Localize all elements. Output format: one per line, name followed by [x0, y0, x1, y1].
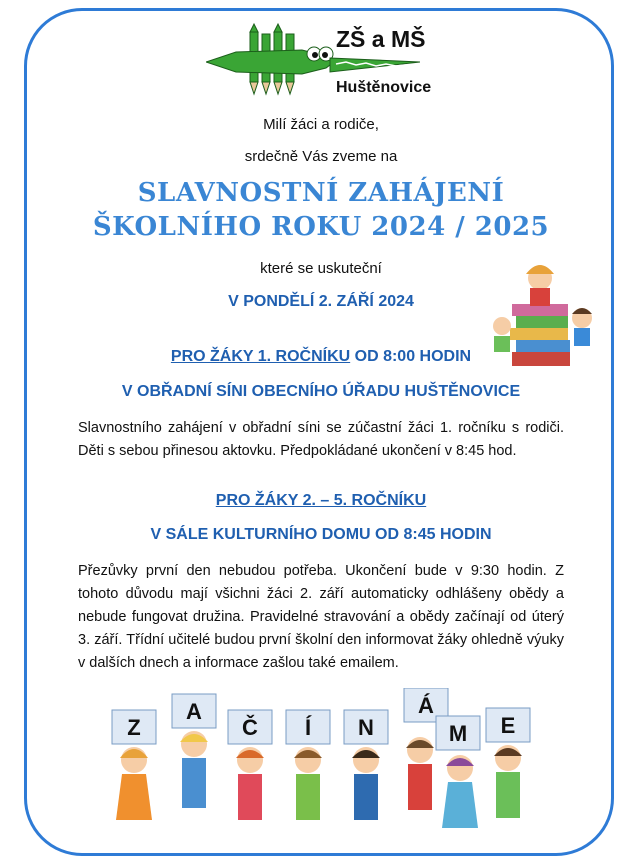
banner-letter-1: Z — [127, 715, 141, 740]
kids-letters-banner — [110, 688, 540, 848]
logo-subtitle: Huštěnovice — [336, 79, 432, 96]
section1-text: Slavnostního zahájení v obřadní síni se zúčastní žáci 1. ročníku s rodiči. Děti s sebou přinesou aktovku. Předpokládané ukončení v 8:45 hod. — [78, 420, 564, 459]
banner-letter-6: Á — [418, 693, 434, 718]
section2-place: V SÁLE KULTURNÍHO DOMU OD 8:45 HODIN — [150, 526, 492, 543]
section1-heading-underlined: PRO ŽÁKY 1. ROČNÍKU — [170, 348, 351, 365]
banner-letter-8: E — [500, 713, 516, 738]
event-date: V PONDĚLÍ 2. ZÁŘÍ 2024 — [228, 293, 414, 310]
section1-heading-rest: OD 8:00 HODIN — [350, 348, 472, 365]
banner-letter-7: M — [448, 721, 468, 746]
banner-letter-3: Č — [242, 715, 258, 740]
banner-letter-2: A — [186, 699, 202, 724]
title-line-1: SLAVNOSTNÍ ZAHÁJENÍ — [137, 178, 505, 208]
section1-place: V OBŘADNÍ SÍNI OBECNÍHO ÚŘADU HUŠTĚNOVICE — [121, 383, 521, 400]
section2-heading: PRO ŽÁKY 2. – 5. ROČNÍKU — [215, 492, 427, 509]
logo-title: ZŠ a MŠ — [336, 26, 426, 52]
greeting: Milí žáci a rodiče, — [263, 116, 379, 133]
section1-heading — [0, 348, 642, 366]
title-line-2: ŠKOLNÍHO ROKU 2024 / 2025 — [92, 212, 550, 242]
invite-text: srdečně Vás zveme na — [244, 148, 398, 165]
where-intro: které se uskuteční — [260, 260, 382, 277]
banner-letter-4: Í — [304, 715, 312, 740]
section2-text: Přezůvky první den nebudou potřeba. Ukončení bude v 9:30 hodin. Z tohoto důvodu mají všichni žáci 2. září automaticky odhlášeny obědy a nebude fungovat družina. Pravidelné stravování a obědy začínají od úterý 3. září. Třídní učitelé budou první školní den informovat žáky ohledně výuky v dalších dnech a informace zašlou také emailem. — [78, 563, 564, 671]
banner-letter-5: N — [358, 715, 374, 740]
